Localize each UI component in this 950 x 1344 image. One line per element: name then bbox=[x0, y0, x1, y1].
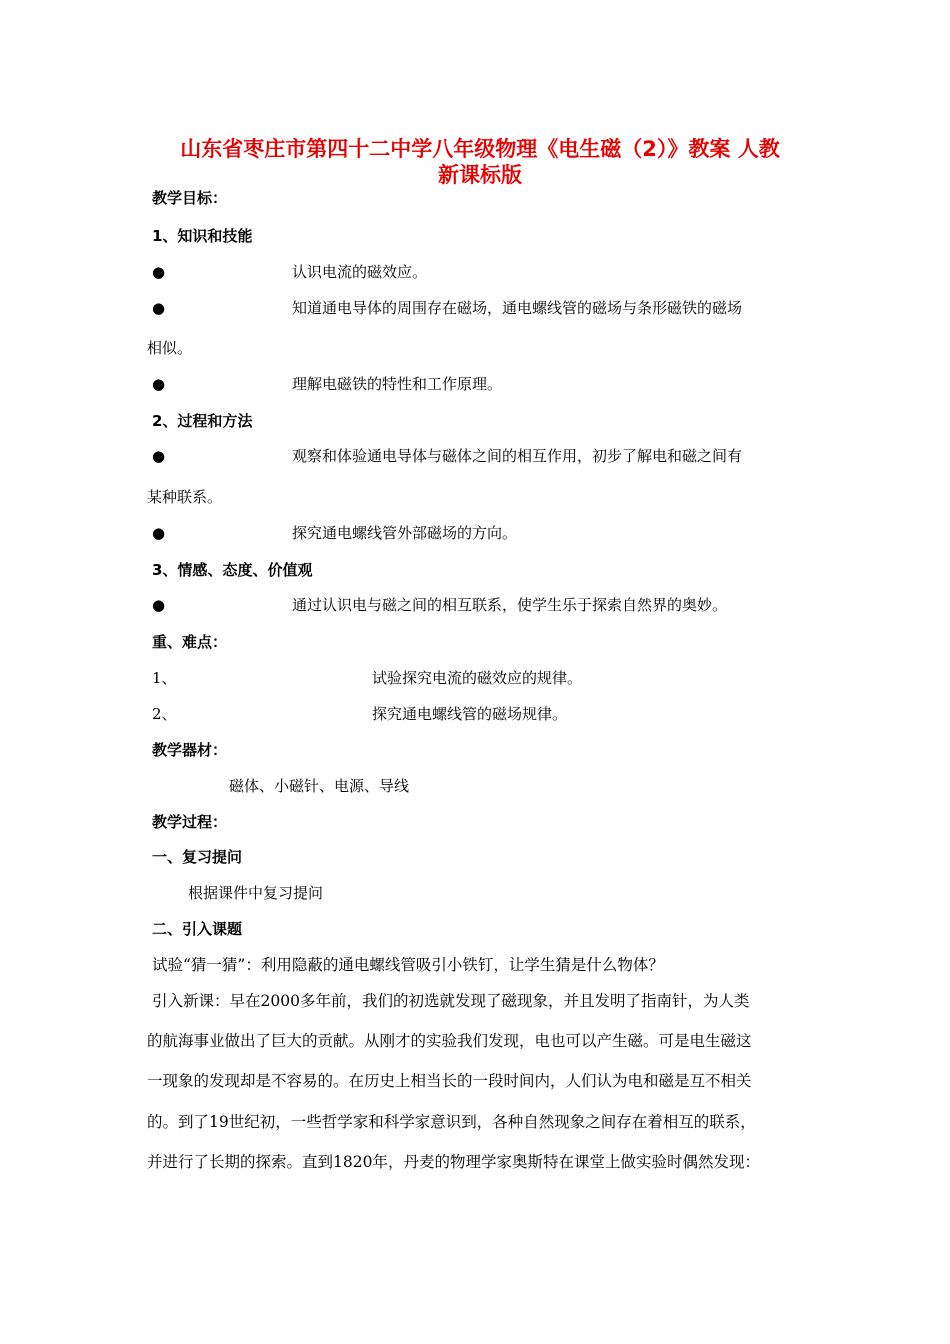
bullet-icon: ● bbox=[152, 596, 166, 614]
bullet-icon: ● bbox=[152, 299, 166, 317]
equipment-text: 磁体、小磁针、电源、导线 bbox=[229, 777, 410, 795]
objectives-heading: 教学目标： bbox=[152, 189, 228, 207]
review-heading: 一、复习提问 bbox=[152, 848, 243, 866]
equipment-heading: 教学器材： bbox=[152, 741, 228, 759]
key-point-text: 试验探究电流的磁效应的规律。 bbox=[372, 669, 583, 687]
intro-paragraph-line: 引入新课：早在2000多年前，我们的初选就发现了磁现象，并且发明了指南针，为人类 bbox=[152, 992, 750, 1010]
objective-item: 认识电流的磁效应。 bbox=[292, 263, 428, 281]
review-text: 根据课件中复习提问 bbox=[188, 884, 324, 902]
objective-item: 探究通电螺线管外部磁场的方向。 bbox=[292, 524, 518, 542]
key-point-text: 探究通电螺线管的磁场规律。 bbox=[372, 705, 568, 723]
key-point-number: 2、 bbox=[152, 705, 177, 723]
key-point-number: 1、 bbox=[152, 669, 177, 687]
key-points-heading: 重、难点： bbox=[152, 633, 228, 651]
bullet-icon: ● bbox=[152, 263, 166, 281]
objective-item: 通过认识电与磁之间的相互联系，使学生乐于探索自然界的奥妙。 bbox=[292, 596, 728, 614]
intro-paragraph-line: 的。到了19世纪初，一些哲学家和科学家意识到，各种自然现象之间存在着相互的联系， bbox=[147, 1113, 756, 1131]
document-title-line1: 山东省枣庄市第四十二中学八年级物理《电生磁（2）》教案 人教 bbox=[180, 137, 780, 161]
objective-item-continuation: 某种联系。 bbox=[147, 488, 223, 506]
section3-heading: 3、情感、态度、价值观 bbox=[152, 561, 313, 579]
objective-item: 知道通电导体的周围存在磁场，通电螺线管的磁场与条形磁铁的磁场 bbox=[292, 299, 743, 317]
section2-heading: 2、过程和方法 bbox=[152, 412, 253, 430]
bullet-icon: ● bbox=[152, 447, 166, 465]
intro-paragraph-line: 的航海事业做出了巨大的贡献。从刚才的实验我们发现，电也可以产生磁。可是电生磁这 bbox=[147, 1032, 752, 1050]
objective-item-continuation: 相似。 bbox=[147, 339, 193, 357]
intro-paragraph-line: 并进行了长期的探索。直到1820年，丹麦的物理学家奥斯特在课堂上做实验时偶然发现： bbox=[147, 1153, 760, 1171]
objective-item: 观察和体验通电导体与磁体之间的相互作用，初步了解电和磁之间有 bbox=[292, 447, 743, 465]
bullet-icon: ● bbox=[152, 375, 166, 393]
intro-paragraph-line: 试验“猜一猜”：利用隐蔽的通电螺线管吸引小铁钉，让学生猜是什么物体？ bbox=[152, 956, 664, 974]
bullet-icon: ● bbox=[152, 524, 166, 542]
intro-paragraph-line: 一现象的发现却是不容易的。在历史上相当长的一段时间内，人们认为电和磁是互不相关 bbox=[147, 1072, 752, 1090]
intro-heading: 二、引入课题 bbox=[152, 920, 243, 938]
process-heading: 教学过程： bbox=[152, 813, 228, 831]
section1-heading: 1、知识和技能 bbox=[152, 227, 253, 245]
objective-item: 理解电磁铁的特性和工作原理。 bbox=[292, 375, 503, 393]
document-title-line2: 新课标版 bbox=[438, 163, 522, 187]
